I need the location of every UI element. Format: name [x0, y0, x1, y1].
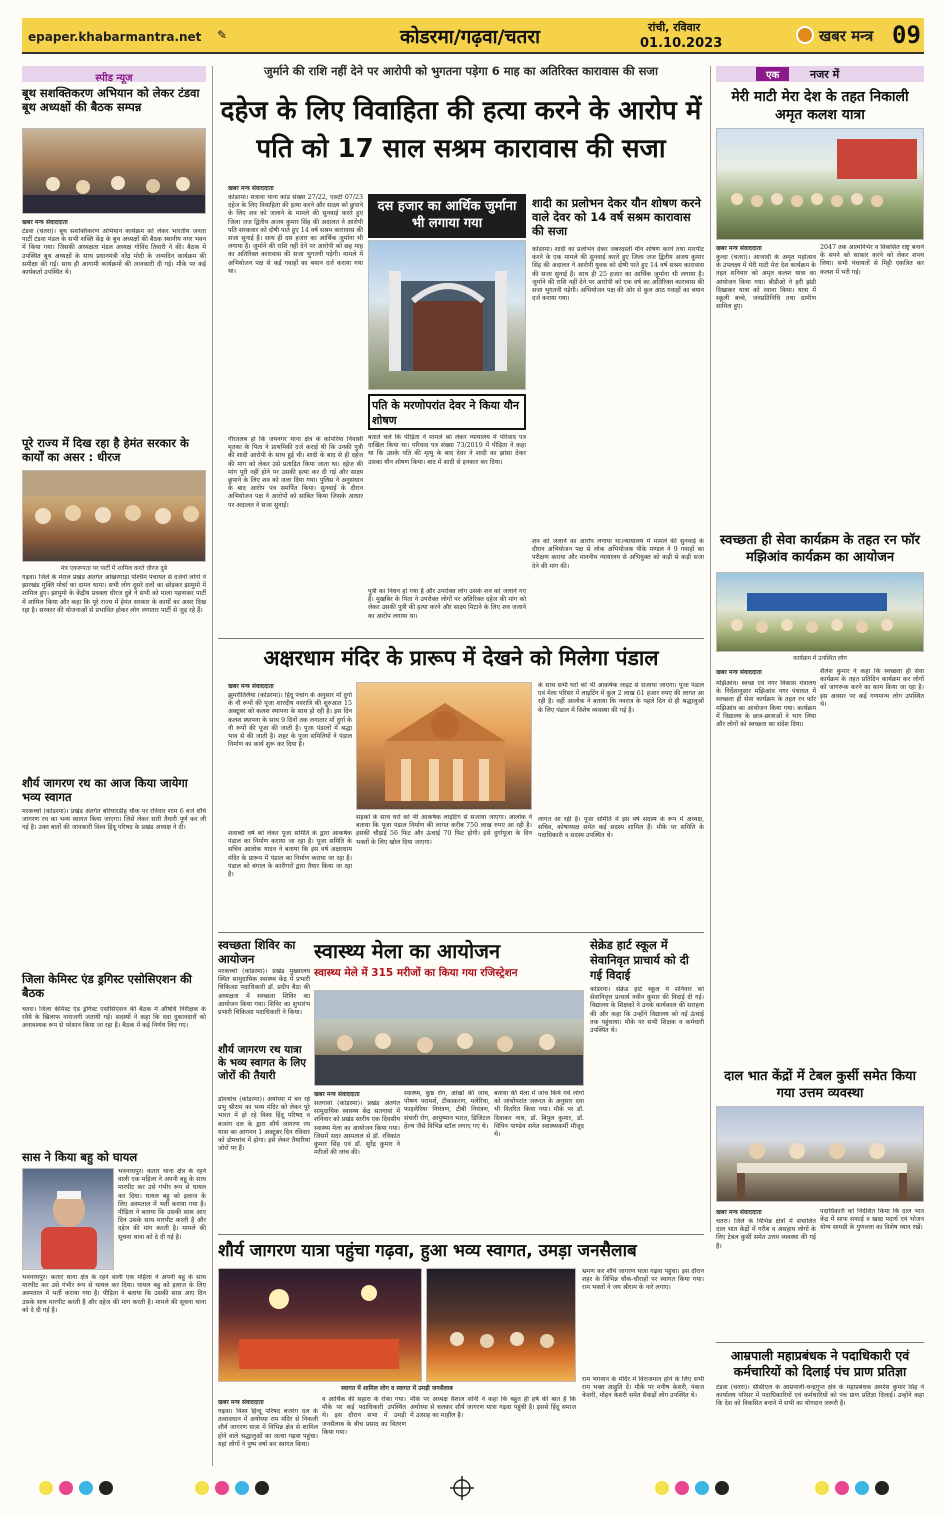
main-col2: गौरतलब हो कि जयनगर थाना क्षेत्र के कोपरिया निवासी मृतका के पिता ने प्राथमिकी दर्ज कराई थी कि उनकी पुत्री की शादी आरोपी के साथ हुई थी। शादी के बाद से ही दहेज की मांग को लेकर उसे प्रताड़ित किया जाता था। दहेज की मांग पूरी नहीं होने पर उसकी हत्या कर दी गई और साक्ष्य छुपाने के लिए शव को जला दिया गया। पुलिस ने अनुसंधान के बाद आरोप पत्र समर्पित किया। सुनवाई के दौरान अभियोजन पक्ष ने आरोपों को साबित किया जिसके आधार पर अदालत ने सजा सुनाई। [228, 436, 363, 509]
shaurya-prep-title: शौर्य जागरण रथ यात्रा के भव्य स्वागत के लिए जोरों की तैयारी [218, 1044, 306, 1082]
divider-swasthya-bottom [218, 1234, 704, 1235]
speed-news-label [22, 66, 206, 82]
right-h1: मेरी माटी मेरा देश के तहत निकाली अमृत कलश यात्रा [731, 89, 909, 123]
akshar-col3: सड़कों के साथ घरों को भी आकर्षक लाइटिंग से सजाया जाएगा। आलोक ने बताया कि पूजा पंडाल निर्माण की लागत करीब 750 लाख रुपए आ रही है। इसकी चौड़ाई 56 फिट और ऊंचाई 70 फिट होगी। इसे दुर्गापूजा के दिन भक्तों के लिए खोल दिया जाएगा। [356, 814, 532, 846]
sacred-title: सेक्रेड हार्ट स्कूल में सेवानिवृत प्राचार्य को दी गई विदाई [590, 938, 689, 982]
news4-title: जिला केमिस्ट एंड ड्रगिस्ट एसोसिएशन की बैठक [22, 972, 192, 1000]
akshar-col4: के साथ सभी घरों को भी आकर्षक लाइट से सजाया जाएगा। पूजा पंडाल एवं मेला परिसर में लाइटिंग में कुल 2 लाख 61 हजार रुपए की लागत आ रही है। वहीं आलोक ने बताया कि नवरात्र के पहले दिन से ही श्रद्धालुओं के लिए पंडाल में विशेष व्यवस्था की गई है। [538, 682, 704, 714]
bottom-caption: स्वागत में शामिल लोग व स्वागत में उमड़ी जनसैलाब [341, 1385, 453, 1392]
main-byline: खबर मन्त्र संवाददाता [228, 185, 274, 192]
registration-bar [22, 1476, 924, 1500]
speed-news-text: स्पीड न्यूज [95, 73, 133, 84]
site-url[interactable]: epaper.khabarmantra.net [28, 30, 202, 44]
right-h1-byline: खबर मन्त्र संवाददाता [716, 245, 762, 252]
cursor-icon: ✎ [217, 28, 228, 42]
bottom-col2: व आर्थिक की सहारा के रोका गया। मौके पर कई पदाधिकारी उपस्थित थे। इस दौरान सभा में उमड़ी जनसैलाब के बीच प्रसाद का वितरण किया गया। [322, 1396, 406, 1436]
date: 01.10.2023 [640, 36, 723, 51]
right-h1-body: कुन्दा (चतरा)। आजादी के अमृत महोत्सव के उपलक्ष्य में मेरी माटी मेरा देश कार्यक्रम के तहत शनिवार को अमृत कलश यात्रा का आयोजन किया गया। बीडीओ ने हरी झंडी दिखाकर यात्रा को रवाना किया। यात्रा में स्कूली बच्चे, जनप्रतिनिधि तथा ग्रामीण शामिल हुए। [716, 254, 816, 311]
main-box1-text: दस हजार का आर्थिक जुर्माना भी लगाया गया [377, 199, 517, 231]
akshar-col2: शताब्दी वर्ष को लेकर पूजा समिति के द्वारा आकर्षक पंडाल का निर्माण कराया जा रहा है। पूजा समिति के सचिव आलोक यादव ने बताया कि इस वर्ष अक्षरधाम मंदिर के प्रारूप में पंडाल का निर्माण कराया जा रहा है। पंडाल को बंगाल के कारीगरों द्वारा तैयार किया जा रहा है। [228, 830, 352, 879]
health-camp-icon [315, 991, 584, 1086]
group-photo-icon [23, 471, 206, 562]
right-h1-photo [716, 128, 924, 240]
divider-right [710, 66, 711, 1232]
ek-najar-bar [716, 66, 924, 82]
divider-main-bottom [218, 638, 704, 639]
bottom-photo-mid [426, 1268, 576, 1382]
section-title: कोडरमा/गढ़वा/चतरा [400, 26, 541, 48]
news3-title: शौर्य जागरण रथ का आज किया जायेगा भव्य स्वागत [22, 776, 188, 804]
news2-caption: मंत्र एकरूपता पर पार्टी में शामिल करते धीरज दुबे [60, 565, 168, 572]
main-box2 [368, 394, 526, 430]
main-gate-photo [368, 240, 526, 390]
swasthya-col3: बताया की मेला में जांच किये गये लोगों को जांचोपरांत जरूरत के अनुसार दवा भी वितरित किया गया। मौके पर डॉ. दिवाकर नाथ, डॉ. बिपुल कुमार, डॉ. विपिन पाण्डेय समेत स्वास्थ्यकर्मी मौजूद थे। [494, 1090, 584, 1139]
header-bar [22, 18, 924, 54]
news1-body: टंडवा (चतरा)। बूथ सशक्तिकरण अभियान कार्यक्रम को लेकर भारतीय जनता पार्टी टंडवा मंडल के सभी शक्ति केंद्र के बूथ अध्यक्षों की बैठक स्थानीय नगर भवन में किया गया। जिसकी अध्यक्षता मंडल अध्यक्ष गोविंद तिवारी ने की। बैठक में उपस्थित बूथ अध्यक्षों के साथ प्रधानमंत्री नरेंद्र मोदी के जन्मदिन कार्यक्रम की समीक्षा की गई। साथ ही आगामी कार्यक्रमों की जानकारी दी गई। मौके पर कई कार्यकर्ता उपस्थित थे। [22, 228, 206, 277]
injured-woman-icon [23, 1169, 114, 1270]
main-box2-text: पति के मरणोपरांत देवर ने किया यौन शोषण [372, 399, 519, 427]
crowd-icon [427, 1269, 576, 1382]
swasthya-col2: स्वास्थ्य, कुष्ठ रोग, आंखों की जांच, पोषण परामर्श, टीकाकरण, मलेरिया, फाइलेरिया नियंत्रण, टीबी नियंत्रण, संचारी रोग, आयुष्मान भारत, डिजिटल हेल्थ जैसे विभिन्न स्टॉल लगाए गए थे। [404, 1090, 490, 1130]
right-h4-body: टंडवा (चतरा)। सीसीएल के आम्रपाली-चन्द्रगुप्त क्षेत्र के महाप्रबंधक अमरेश कुमार सिंह ने कार्यालय परिसर में पदाधिकारियों एवं कर्मचारियों को पंच प्राण प्रतिज्ञा दिलाई। उन्होंने कहा कि देश को विकसित बनाने में सभी का योगदान जरूरी है। [716, 1384, 924, 1408]
news5-body-cont: भवनाथपुर। कतार थाना क्षेत्र के रहने वाली एक महिला ने अपनी बहु के साथ मारपीट कर उसे गंभीर रूप से घायल कर दिया। घायल बहु को इलाज के लिए अस्पताल में भर्ती कराया गया है। पीड़िता ने बताया कि उसकी सास आए दिन उसके साथ मारपीट करती है और दहेज की मांग करती है। मामले की सूचना थाना को दे दी गई है। [22, 1274, 206, 1314]
news5-photo [22, 1168, 114, 1270]
sub-body2: शव को जलाने का आरोप लगाया था।न्यायालय में मामले की सुनवाई के दौरान अभियोजन पक्ष से लोक अभियोजक पीके मण्डल ने 9 गवाहों का परीक्षण कराया और माननीय न्यायालय से अभियुक्त को कड़ी से कड़ी सजा देने की मांग की। [532, 538, 704, 570]
swach-shivir-body: मरकच्चो (कोडरमा)। प्रखंड मुख्यालय स्थित सामुदायिक स्वास्थ्य केंद्र में प्रभारी चिकित्सा पदाधिकारी डॉ. प्रदीप बैठा की अध्यक्षता में स्वच्छता शिविर का आयोजन किया गया। शिविर का शुभारंभ प्रभारी चिकित्सा पदाधिकारी ने किया। [218, 968, 310, 1017]
bottom-photo-left [218, 1268, 422, 1382]
main-box2-body: बताते चलें कि पीड़िता ने मामले को लेकर न्यायालय में परिवाद पत्र दाखिल किया था। परिवाद पत्र संख्या 73/2019 में पीड़िता ने कहा था कि उसके पति की मृत्यु के बाद देवर ने शादी का झांसा देकर उसका यौन शोषण किया। बाद में शादी से इनकार कर दिया। [368, 434, 526, 466]
main-headline: दहेज के लिए विवाहिता की हत्या करने के आरोप में पति को 17 साल सश्रम कारावास की सजा [220, 96, 702, 164]
divider-akshar-bottom [218, 932, 704, 933]
swasthya-col1: सतगावां (कोडरमा)। प्रखंड अंतर्गत सामुदायिक स्वास्थ्य केंद्र सतगावां में शनिवार को प्रखंड स्तरीय एक दिवसीय स्वास्थ्य मेला का आयोजन किया गया। जिसमें सदर अस्पताल से डॉ. रविकांत कुमार सिंह एवं डॉ. सुरेंद्र कुमार ने मरीजों की जांच की। [314, 1100, 400, 1157]
kalash-yatra-icon [717, 129, 924, 240]
bottom-headline: शौर्य जागरण यात्रा पहुंचा गढ़वा, हुआ भव्य स्वागत, उमड़ा जनसैलाब [218, 1241, 637, 1261]
right-h3: दाल भात केंद्रों में टेबल कुर्सी समेत किया गया उत्तम व्यवस्था [724, 1069, 916, 1101]
main-col-mid: पुत्री का निधन हो गया है और उपरोक्त लोग उसके शव को जलाने गए हैं। मुखबिर के पिता ने उपरोक्त लोगों पर अतिरिक्त दहेज की मांग को लेकर उसकी पुत्री की हत्या करने और साक्ष्य मिटाने के लिए शव जलाने का आरोप लगाया था। [368, 588, 526, 620]
main-col1: कोडरमा। सत्रावा थाना कांड संख्या 27/22, एसटी 07/23 दहेज के लिए विवाहिता की हत्या करने और साक्ष्य को छुपाने के लिए शव को जलाने के मामले की सुनवाई करते हुए जिला जज द्वितीय अजय कुमार सिंह की अदालत ने आरोपी पति सरकवार को दोषी पाते हुए 14 वर्ष सश्रम कारावास की सजा सुनाई है। साथ ही दस हजार का आर्थिक जुर्माना भी लगाया है। जुर्माने की राशि नहीं देने पर आरोपी को छह माह का अतिरिक्त कारावास की सजा भुगतनी पड़ेगी। मामले में अभियोजन पक्ष से कई गवाहों का बयान दर्ज कराया गया था। [228, 194, 363, 275]
akshar-byline: खबर मन्त्र संवाददाता [228, 683, 274, 690]
shaurya-prep-body: डोमचांच (कोडरमा)। अयोध्या में बन रहे प्रभु श्रीराम का भव्य मंदिर को लेकर पूरे भारत में हो रहे विश्व हिंदू परिषद व बजरंग दल के द्वारा शौर्य जागरण रथ यात्रा का आगमन 1 अक्टूबर दिन रविवार को डोमचांच में होगा। इसे लेकर तैयारियां जोरों पर हैं। [218, 1096, 310, 1153]
main-box1 [368, 194, 526, 238]
right-h3-byline: खबर मन्त्र संवाददाता [716, 1209, 762, 1216]
news2-body: गढ़वा। जिले के मेराल प्रखंड अंतर्गत ओखरगाड़ा पश्चिम पंचायत से दर्जनों लोगों ने झारखंड मुक्ति मोर्चा का दामन थामा। सभी लोग दूसरे दलों का छोड़कर झामुमो में शामिल हुए। झामुमो के केंद्रीय प्रवक्ता धीरज दुबे ने सभी को माला पहनाकर पार्टी में शामिल किया और कहा कि पूरे राज्य में हेमंत सरकार के कार्यों का असर दिख रहा है। सरकार की योजनाओं से प्रभावित होकर लोग लगातार पार्टी से जुड़ रहे हैं। [22, 574, 206, 614]
right-h2-caption: कार्यक्रम में उपस्थित लोग [793, 655, 847, 662]
right-h1-body2: 2047 तक आत्मनिर्भर व विकसित राष्ट्र बनाने के सपने को साकार करने को लेकर शपथ लिया। सभी पंचायतों से मिट्टी एकत्रित कर कलश में भरी गई। [820, 244, 924, 276]
news4-body: चतरा। जिला केमिस्ट एंड ड्रगिस्ट एसोसिएशन की बैठक में औषधि निरीक्षक के रवैये के खिलाफ नाराजगी जतायी गई। सदस्यों ने कहा कि दवा दुकानदारों को अनावश्यक रूप से परेशान किया जा रहा है। बैठक में कई निर्णय लिए गए। [22, 1006, 206, 1030]
brand-name: खबर मन्त्र [819, 27, 874, 45]
swasthya-photo [314, 990, 584, 1086]
swasthya-byline: खबर मन्त्र संवाददाता [314, 1091, 360, 1098]
bottom-col3: मौके पर अध्यक्ष वैशाल सोनी ने कहा कि बहुत ही हर्ष की बात है कि अयोध्या से चलकर शौर्य जागरण यात्रा गढ़वा पहुंची है। इससे हिंदू समाज में उत्साह का माहौल है। [410, 1396, 576, 1420]
registration-marks-icon [22, 1476, 924, 1500]
divider-left [212, 66, 213, 1466]
page-number: 09 [892, 21, 921, 49]
akshar-col1: झुमरीतिलैया (कोडरमा)। हिंदू पंचांग के अनुसार माँ दुर्गा के नौ रूपों की पूजा शारदीय नवरात्रि की शुरुआत 15 अक्टूबर को कलश स्थापना के साथ हो रही है। इस दिन कलश स्थापना के साथ 9 दिनों तक लगातार माँ दुर्गा के नौ रूपों की पूजा की जाती है। पूजा पंडालों में श्रद्धा भाव से की जाती है। शहर के पूजा समितियों ने पंडाल निर्माण का कार्य शुरू कर दिया है। [228, 692, 352, 749]
news2-photo [22, 470, 206, 562]
swasthya-headline: स्वास्थ्य मेला का आयोजन [314, 939, 501, 963]
akshar-photo [356, 682, 532, 810]
sacred-body: कोडरमा। सेक्रेड हार्ट स्कूल में शनिवार को सेवानिवृत्त प्राचार्य नवीन कुमार की विदाई दी गई। विद्यालय के शिक्षकों ने उनके कार्यकाल की सराहना की और कहा कि उन्होंने विद्यालय को नई ऊंचाई तक पहुंचाया। मौके पर सभी शिक्षक व कर्मचारी उपस्थित थे। [590, 986, 704, 1035]
right-h3-body2-col: पदाधिकारी को निर्देशित किया कि दाल भात केंद्र में साफ सफाई व खाद्य पदार्थ एवं भोजन योग्य सामग्री के गुणवत्ता का विशेष ध्यान रखें। [820, 1208, 924, 1232]
brand-logo-icon [796, 26, 814, 44]
run-event-icon [717, 573, 924, 652]
right-h4: आम्रपाली महाप्रबंधक ने पदाधिकारी एवं कर्मचारियों को दिलाई पंच प्राण प्रतिज्ञा [730, 1348, 910, 1379]
bottom-col1: गढ़वा। विश्व हिन्दू परिषद बजरंग दल के तत्वावधान में अयोध्या राम मंदिर से निकली शौर्य जागरण यात्रा में विभिन्न क्षेत्र से शामिल होने वाले श्रद्धालुओं का जत्था गढ़वा पहुंचा। यहां लोगों ने पुष्प वर्षा कर स्वागत किया। [218, 1408, 318, 1448]
right-h2: स्वच्छता ही सेवा कार्यक्रम के तहत रन फॉर मझिआंव कार्यक्रम का आयोजन [720, 533, 920, 565]
right-h2-photo [716, 572, 924, 652]
news3-body: मरकच्चो (कोडरमा)। प्रखंड अंतर्गत बरियारडीह चौक पर रविवार शाम 6 बजे शौर्य जागरण रथ का भव्य स्वागत किया जाएगा। जिसे लेकर सारी तैयारी पूर्ण कर ली गई है। उक्त बातों की जानकारी विश्व हिंदू परिषद के प्रखंड अध्यक्ष ने दी। [22, 808, 206, 832]
meeting-photo-icon [23, 129, 206, 214]
sub-body: कोडरमा। शादी का प्रलोभन देकर जबरदस्ती यौन शोषण करने तथा मारपीट करने के एक मामले की सुनवाई करते हुए जिला जज द्वितीय अजय कुमार सिंह की अदालत ने आरोपी युवक को दोषी पाते हुए 14 वर्ष सश्रम कारावास की सजा सुनाई है। साथ ही 25 हजार का आर्थिक जुर्माना भी लगाया है। जुर्माने की राशि नहीं देने पर आरोपी को एक वर्ष का अतिरिक्त कारावास की सजा भुगतनी पड़ेगी। अभियोजन पक्ष की ओर से कुल आठ गवाहों का बयान दर्ज कराया गया। [532, 246, 704, 303]
news1-photo [22, 128, 206, 214]
bottom-col4: भ्रमण कर शौर्य जागरण यात्रा गढ़वा पहुंचा। इस दौरान शहर के विभिन्न चौक-चौराहों पर स्वागत किया गया। राम भक्तों ने जय श्रीराम के नारे लगाए। [582, 1268, 704, 1292]
akshar-headline: अक्षरधाम मंदिर के प्रारूप में देखने को मिलेगा पंडाल [263, 646, 659, 670]
city-day: रांची, रविवार [648, 21, 701, 34]
divider-right-h4 [716, 1342, 924, 1343]
right-h2-body: मझिआंव। स्वच्छ एवं नगर विकास मंत्रालय के निर्देशानुसार मझिआंव नगर पंचायत में स्वच्छता ही सेवा कार्यक्रम के तहत रन फॉर मझिआंव का आयोजन किया गया। कार्यक्रम में विद्यालय के छात्र-छात्राओं ने भाग लिया और लोगों को स्वच्छता का संदेश दिया। [716, 680, 816, 729]
najar-label: नजर में [810, 68, 840, 81]
bottom-byline: खबर मन्त्र संवाददाता [218, 1399, 264, 1406]
sub-title: शादी का प्रलोभन देकर यौन शोषण करने वाले देवर को 14 वर्ष सश्रम कारावास की सजा [532, 196, 701, 238]
news5-body: भवनाथपुर। कतार थाना क्षेत्र के रहने वाली एक महिला ने अपनी बहु के साथ मारपीट कर उसे गंभीर रूप से घायल कर दिया। घायल बहु को इलाज के लिए अस्पताल में भर्ती कराया गया है। पीड़िता ने बताया कि उसकी सास आए दिन उसके साथ मारपीट करती है और दहेज की मांग करती है। मामले की सूचना थाना को दे दी गई है। [118, 1168, 206, 1241]
news1-title: बूथ सशक्तिकरण अभियान को लेकर टंडवा बूथ अध्यक्षों की बैठक सम्पन्न [22, 86, 200, 114]
right-h3-photo [716, 1106, 924, 1202]
swach-shivir-title: स्वच्छता शिविर का आयोजन [218, 938, 296, 966]
right-h2-byline: खबर मन्त्र संवाददाता [716, 669, 762, 676]
main-kicker: जुर्माने की राशि नहीं देने पर आरोपी को भुगतना पड़ेगा 6 माह का अतिरिक्त कारावास की सजा [264, 64, 658, 78]
temple-icon [357, 683, 532, 810]
news2-title: पूरे राज्य में दिख रहा है हेमंत सरकार के कार्यों का असर : धीरज [22, 436, 189, 464]
court-gate-icon [369, 241, 526, 390]
news5-title: सास ने किया बहु को घायल [22, 1150, 138, 1164]
procession-night-icon [219, 1269, 422, 1382]
dining-icon [717, 1107, 924, 1202]
swasthya-sub: स्वास्थ्य मेले में 315 मरीजों का किया गया रजिस्ट्रेशन [314, 967, 518, 979]
right-h2-body2: शैलेश कुमार ने कहा कि स्वच्छता ही सेवा कार्यक्रम के तहत प्रतिदिन कार्यक्रम कर लोगों को जागरूक करने का काम किया जा रहा है। इस अवसर पर कई गणमान्य लोग उपस्थित थे। [820, 668, 924, 708]
news1-byline: खबर मन्त्र संवाददाता [22, 219, 68, 226]
akshar-col5: लागत आ रही है। पूजा समिति में इस वर्ष सदस्य के रूप में अध्यक्ष, सचिव, कोषाध्यक्ष समेत कई सदस्य शामिल हैं। मौके पर समिति के पदाधिकारी व सदस्य उपस्थित थे। [538, 816, 704, 840]
right-h3-body: चतरा। जिले के विभिन्न क्षेत्रों में संचालित दाल भात केंद्रों में गरीब व असहाय लोगों के लिए टेबल कुर्सी समेत उत्तम व्यवस्था की गई है। [716, 1218, 816, 1250]
bottom-col5: राम भगवान के मंदिर में विराजमान होने के लिए सभी राम भक्त आहुति दें। मौके पर मनीष केशरी, पंकज केशरी, मोहन केशरी समेत सैकड़ों लोग उपस्थित थे। [582, 1376, 704, 1400]
ek-label: एक [756, 67, 789, 81]
